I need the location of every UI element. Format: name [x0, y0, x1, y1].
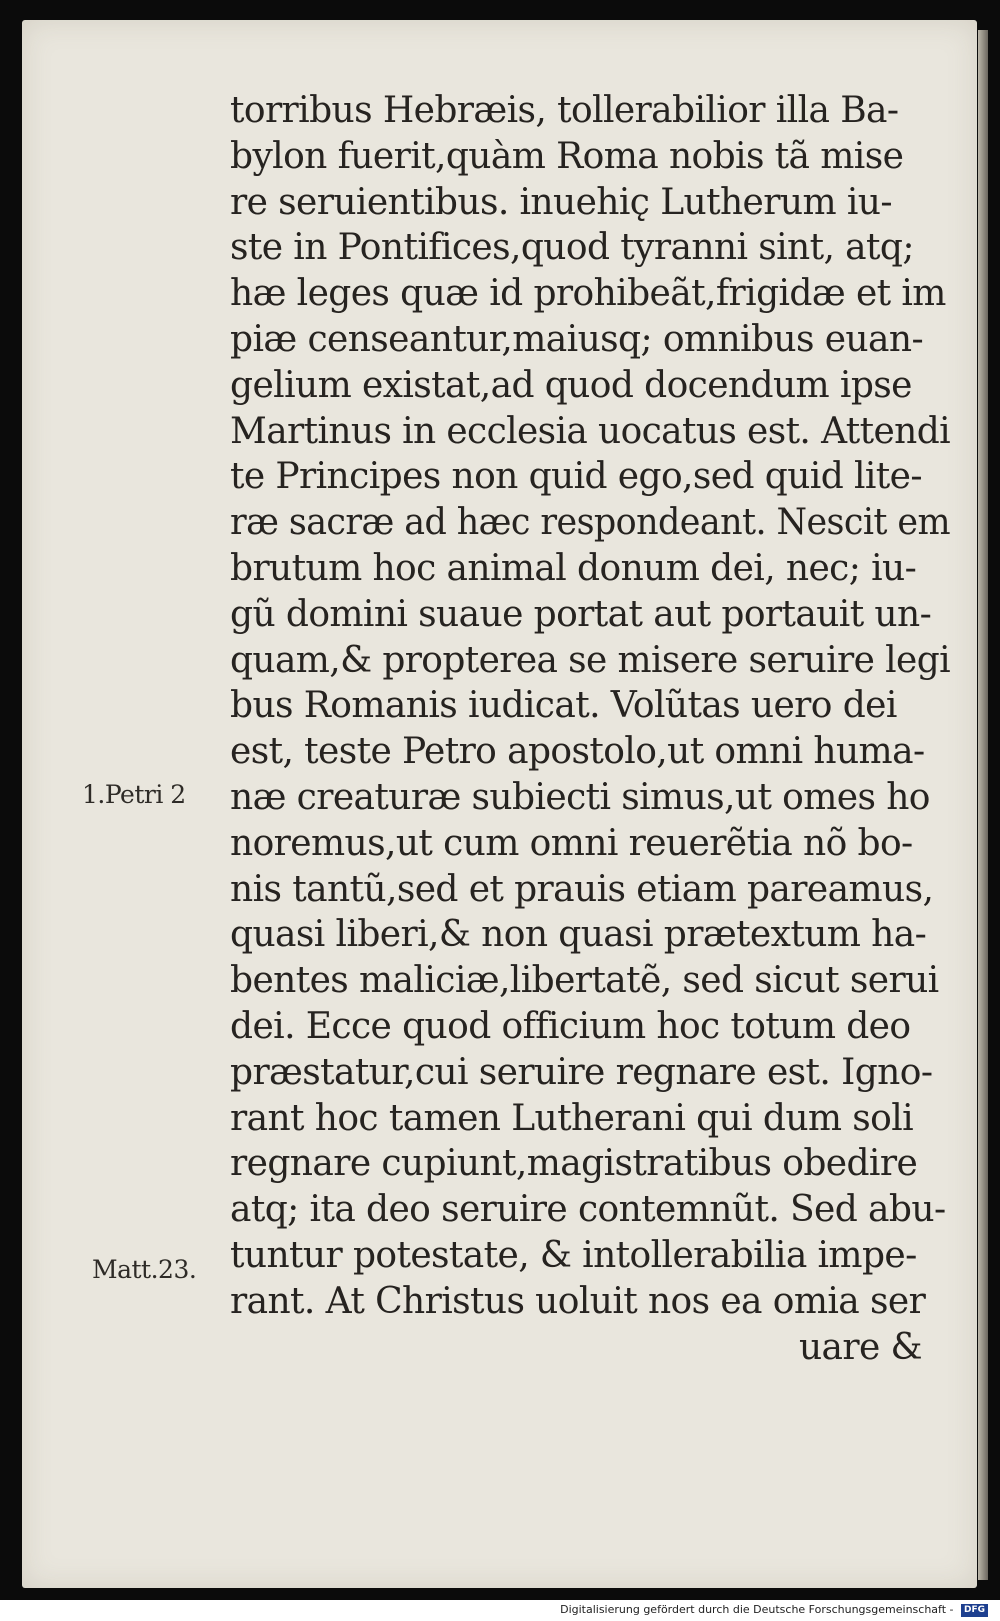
text-line: gelium existat,ad quod docendum ipse [230, 364, 912, 406]
digitization-credit [560, 1601, 988, 1619]
text-line: tuntur potestate, & intollerabilia impe- [230, 1234, 917, 1276]
text-line: gũ domini suaue portat aut portauit un- [230, 593, 932, 635]
text-line: brutum hoc animal donum dei, nec; iu- [230, 547, 917, 589]
text-line: te Principes non quid ego,sed quid lite- [230, 456, 922, 498]
text-line: ræ sacræ ad hæc respondeant. Nescit em [230, 502, 951, 544]
text-line: piæ censeantur,maiusq; omnibus euan- [230, 318, 924, 360]
text-line: quasi liberi,& non quasi prætextum ha- [230, 914, 927, 956]
text-line: quam,& propterea se misere seruire legi [230, 639, 951, 681]
marginal-note-petri: 1.Petri 2 [82, 780, 186, 809]
text-line: regnare cupiunt,magistratibus obedire [230, 1143, 918, 1185]
text-line: rant hoc tamen Lutherani qui dum soli [230, 1097, 914, 1139]
text-line: nis tantũ,sed et prauis etiam pareamus, [230, 868, 934, 910]
text-line: atq; ita deo seruire contemnũt. Sed abu- [230, 1189, 946, 1231]
page-edge [978, 30, 988, 1580]
main-text-block [230, 88, 950, 1370]
dfg-logo: DFG [961, 1604, 988, 1617]
text-line: bus Romanis iudicat. Volũtas uero dei [230, 685, 897, 727]
text-line: dei. Ecce quod officium hoc totum deo [230, 1005, 911, 1047]
credit-text: Digitalisierung gefördert durch die Deutsche Forschungsgemeinschaft - [560, 1603, 954, 1616]
text-line: est, teste Petro apostolo,ut omni huma- [230, 731, 925, 773]
text-line: torribus Hebræis, tollerabilior illa Ba- [230, 90, 899, 131]
catchword: uare & [798, 1326, 922, 1368]
text-line: rant. At Christus uoluit nos ea omia ser [230, 1280, 926, 1322]
text-line: præstatur,cui seruire regnare est. Igno- [230, 1051, 933, 1093]
text-line: bentes maliciæ,libertatẽ, sed sicut serui [230, 960, 939, 1002]
marginal-note-matt: Matt.23. [92, 1255, 197, 1284]
text-line: næ creaturæ subiecti simus,ut omes ho [230, 776, 930, 818]
text-line: ste in Pontifices,quod tyranni sint, atq; [230, 227, 914, 269]
text-line: hæ leges quæ id prohibeãt,frigidæ et im [230, 273, 946, 315]
text-line: re seruientibus. inuehic̨ Lutherum iu- [230, 181, 892, 223]
text-line: Martinus in ecclesia uocatus est. Attendi [230, 410, 951, 452]
text-line: noremus,ut cum omni reuerẽtia nõ bo- [230, 822, 913, 864]
text-line: bylon fuerit,quàm Roma nobis tã mise [230, 135, 904, 177]
